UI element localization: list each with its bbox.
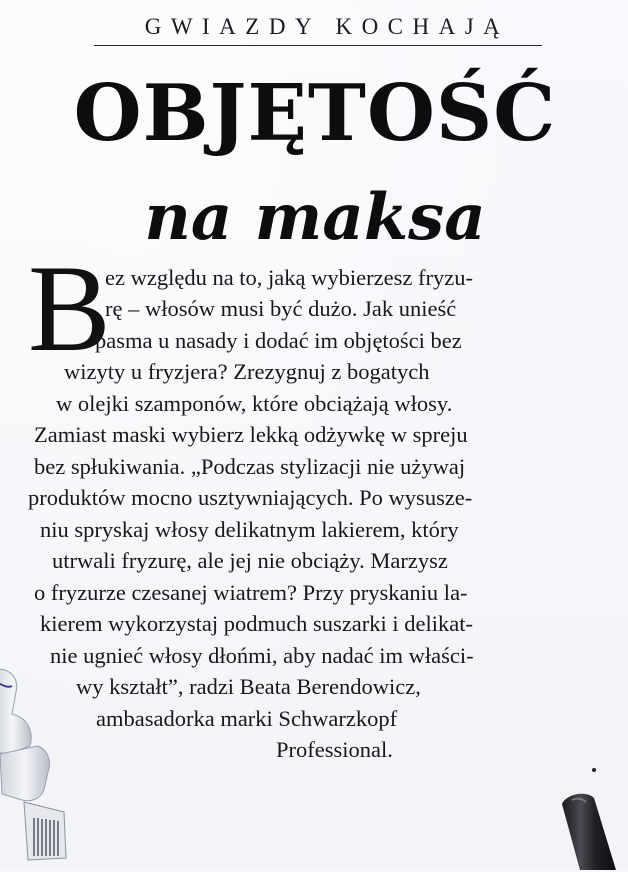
body-line: ambasadorka marki Schwarzkopf — [96, 706, 398, 731]
hairspray-bottle-icon — [556, 790, 628, 870]
body-line: pasma u nasady i dodać im objętości bez — [95, 328, 462, 353]
drop-cap: B — [28, 240, 111, 377]
body-line: produktów mocno usztywniających. Po wysusze- — [28, 485, 473, 510]
body-line: o fryzurze czesanej wiatrem? Przy pryskaniu la- — [34, 580, 468, 605]
body-line: bez spłukiwania. „Podczas stylizacji nie używaj — [34, 454, 466, 479]
hair-dryer-comb-icon — [0, 662, 80, 872]
headline: OBJĘTOŚĆ — [73, 68, 557, 159]
body-line: Professional. — [276, 737, 393, 762]
body-line: utrwali fryzurę, ale jej nie obciąży. Marzysz — [52, 548, 448, 573]
body-line: ez względu na to, jaką wybierzesz fryzu- — [105, 265, 473, 290]
decorative-dot — [592, 768, 596, 772]
body-line: rę – włosów musi być dużo. Jak unieść — [105, 296, 457, 321]
body-line: wizyty u fryzjera? Zrezygnuj z bogatych — [64, 359, 430, 384]
body-line: kierem wykorzystaj podmuch suszarki i delikat- — [40, 611, 474, 636]
body-line: wy kształt”, radzi Beata Berendowicz, — [76, 674, 421, 699]
body-line: nie ugnieć włosy dłońmi, aby nadać im właści- — [50, 643, 474, 668]
subheadline: na maksa — [144, 180, 486, 255]
kicker-underline — [94, 45, 542, 46]
body-line: niu spryskaj włosy delikatnym lakierem, który — [40, 517, 459, 542]
body-line: w olejki szamponów, które obciążają włosy. — [56, 391, 453, 416]
body-line: Zamiast maski wybierz lekką odżywkę w spreju — [34, 422, 468, 447]
section-kicker: GWIAZDY KOCHAJĄ — [144, 14, 510, 39]
